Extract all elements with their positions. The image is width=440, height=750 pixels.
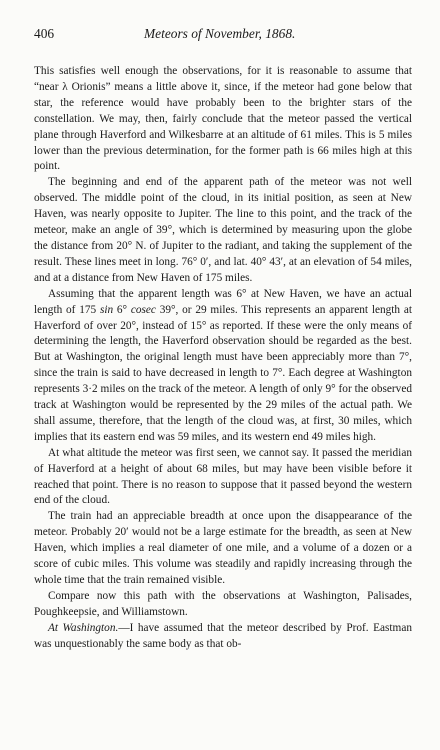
paragraph: Compare now this path with the observations at Washington, Palisades, Poughkeepsie, and Williamstown. [34,589,412,618]
running-title: Meteors of November, 1868. [144,26,296,41]
page-number: 406 [34,26,55,41]
section-lead: At Washington. [48,621,119,634]
italic-cosec: cosec [130,303,156,316]
paragraph-text: Assuming that the apparent length was 6° at New Haven, we have an actual length of 175 [34,287,412,316]
page-header [34,26,412,42]
paragraph-text: 6° [113,303,131,316]
paragraph: At what altitude the meteor was first seen, we cannot say. It passed the meridian of Haverford at a height of about 68 miles, but may have been visible before it reached that point. There is no reason to suppose that it passed beyond the western end of the cloud. [34,446,412,507]
italic-sin: sin [99,303,114,316]
paragraph-text: —I have assumed that the meteor described by Prof. Eastman was unquestionably the same body as that ob- [34,621,413,650]
paragraph: This satisfies well enough the observations, for it is reasonable to assume that “near λ Orionis” means a little above it, since, if the meteor had gone below that star, the reference would have probably been to the brighter stars of the constellation. We may, then, fairly conclude that the meteor passed the vertical plane through Haverford and Wilkesbarre at an altitude of 61 miles. This is 5 miles lower than the previous determination, for the former path is 66 miles high at this point. [34,65,412,173]
paragraph: The train had an appreciable breadth at once upon the disappearance of the meteor. Probably 20′ would not be a large estimate for the breadth, as seen at New Haven, which implies a real diameter of one mile, and a volume of a dozen or a score of cubic miles. This volume was steadily and rapidly increasing through the whole time that the train remained visible. [34,510,412,586]
paragraph [34,621,412,653]
paragraph: The beginning and end of the apparent path of the meteor was not well observed. The middle point of the cloud, in its initial position, as seen at New Haven, was nearly opposite to Jupiter. The line to this point, and the track of the meteor, make an angle of 39°, which is determined by measuring upon the globe the distance from 20° N. of Jupiter to the radiant, and taking the supplement of the result. These lines meet in long. 76° 0′, and lat. 40° 43′, at an elevation of 54 miles, and at a distance from New Haven of 175 miles. [34,176,412,284]
paragraph [34,287,412,446]
body-text [34,64,412,653]
paragraph-text: 39°, or 29 miles. This represents an apparent length at Haverford of over 20°, instead of 15° as reported. If these were the only means of determining the length, the Haverford observation should be regarded as the best. But at Washington, the original length must have been appreciably more than 7°, since the train is said to have decreased in length to 7°. Each degree at Washington represents 3·2 miles on the track of the meteor. A length of only 9° for the observed track at Washington would be represented by the 29 miles of the actual path. We shall assume, therefore, that the length of the cloud was, at first, 30 miles, which implies that its eastern end was 59 miles, and its western end 49 miles high. [34,303,412,443]
